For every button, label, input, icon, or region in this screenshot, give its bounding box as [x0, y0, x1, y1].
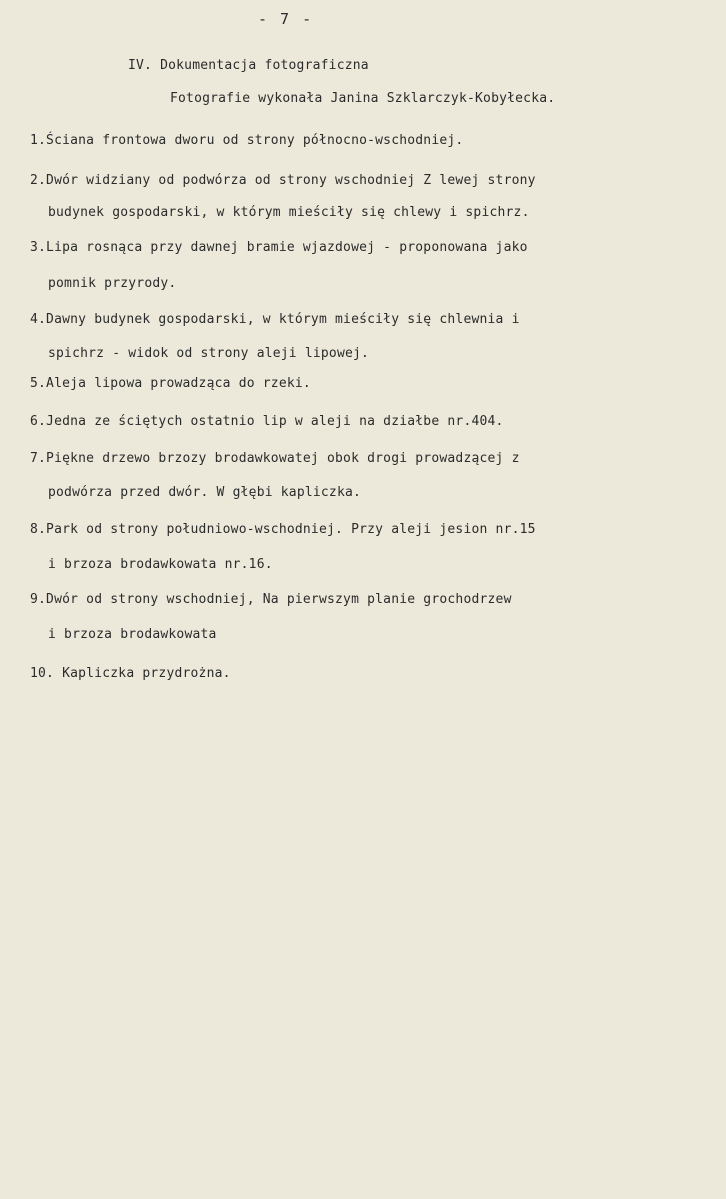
list-item-continuation: spichrz - widok od strony aleji lipowej. — [48, 346, 370, 361]
list-item: 8.Park od strony południowo-wschodniej. Przy aleji jesion nr.15 — [30, 522, 536, 537]
list-item: 4.Dawny budynek gospodarski, w którym mieściły się chlewnia i — [30, 312, 520, 327]
list-item-continuation: budynek gospodarski, w którym mieściły się chlewy i spichrz. — [48, 205, 530, 220]
section-heading: IV. Dokumentacja fotograficzna — [128, 58, 369, 73]
list-item: 1.Ściana frontowa dworu od strony północno-wschodniej. — [30, 133, 464, 148]
list-item: 3.Lipa rosnąca przy dawnej bramie wjazdowej - proponowana jako — [30, 240, 528, 255]
list-item: 10. Kapliczka przydrożna. — [30, 666, 231, 681]
list-item-continuation: i brzoza brodawkowata — [48, 627, 217, 642]
author-line: Fotografie wykonała Janina Szklarczyk-Kobyłecka. — [170, 91, 556, 106]
page-number: - 7 - — [258, 10, 314, 28]
list-item: 9.Dwór od strony wschodniej, Na pierwszym planie grochodrzew — [30, 592, 512, 607]
list-item: 6.Jedna ze ściętych ostatnio lip w aleji na działbe nr.404. — [30, 414, 504, 429]
list-item-continuation: i brzoza brodawkowata nr.16. — [48, 557, 273, 572]
list-item: 5.Aleja lipowa prowadząca do rzeki. — [30, 376, 311, 391]
list-item: 7.Piękne drzewo brzozy brodawkowatej obok drogi prowadzącej z — [30, 451, 520, 466]
list-item: 2.Dwór widziany od podwórza od strony wschodniej Z lewej strony — [30, 173, 536, 188]
list-item-continuation: pomnik przyrody. — [48, 276, 177, 291]
list-item-continuation: podwórza przed dwór. W głębi kapliczka. — [48, 485, 362, 500]
